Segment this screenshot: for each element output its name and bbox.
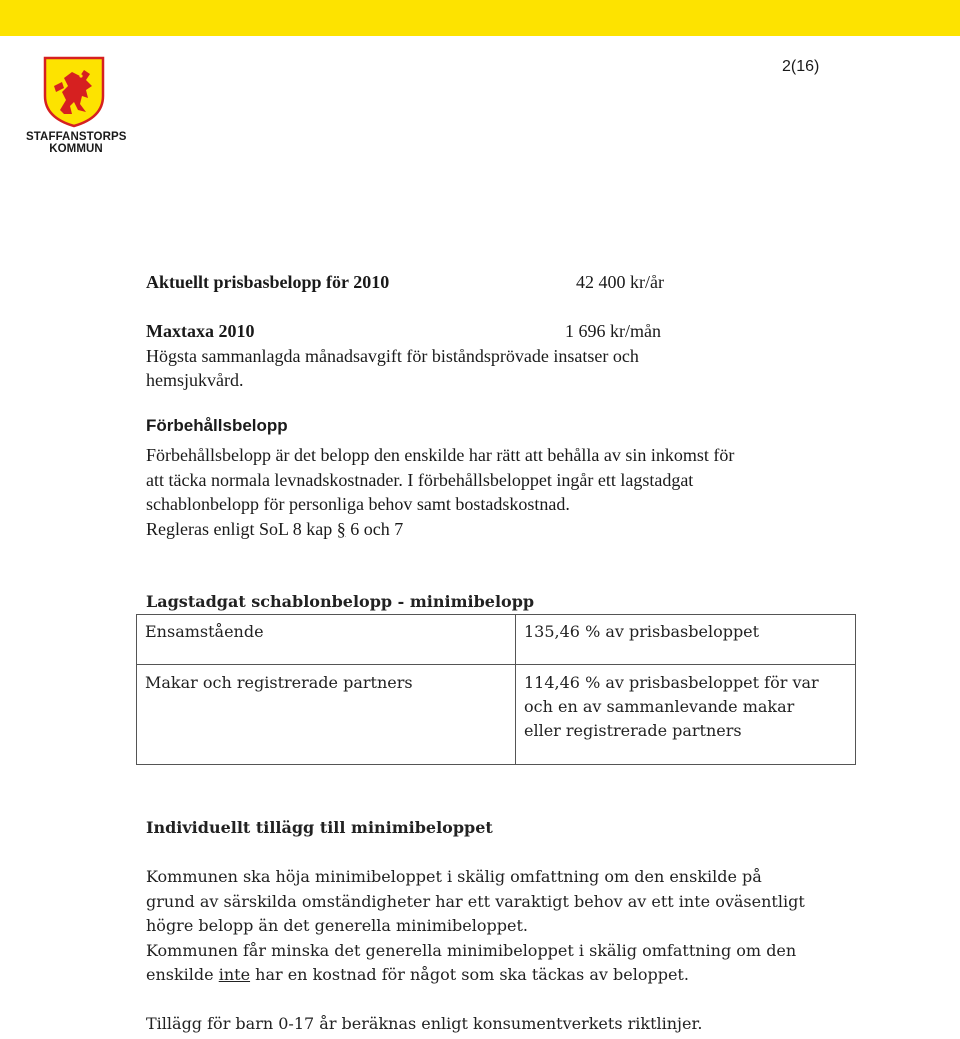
table-cell-label: Makar och registrerade partners — [137, 665, 516, 765]
municipality-logo — [26, 56, 126, 155]
prisbasbelopp-label: Aktuellt prisbasbelopp för 2010 — [146, 272, 390, 292]
forbehall-heading: Förbehållsbelopp — [146, 416, 288, 435]
prisbasbelopp-value: 42 400 kr/år — [576, 272, 664, 292]
maxtaxa-value: 1 696 kr/mån — [565, 321, 661, 341]
tillagg-p2-line2: enskilde inte har en kostnad för något som ska täckas av beloppet. — [146, 965, 689, 984]
logo-text: STAFFANSTORPS KOMMUN — [26, 131, 127, 155]
tillagg-p1-line3: högre belopp än det generella minimibeloppet. — [146, 916, 528, 935]
tillagg-p3: Tillägg för barn 0-17 år beräknas enligt konsumentverkets riktlinjer. — [146, 1014, 703, 1033]
forbehall-line4: Regleras enligt SoL 8 kap § 6 och 7 — [146, 519, 404, 539]
maxtaxa-label: Maxtaxa 2010 — [146, 321, 255, 341]
tillagg-p2-line1: Kommunen får minska det generella minimibeloppet i skälig omfattning om den — [146, 941, 797, 960]
section-sign: § — [336, 519, 346, 539]
table-cell-value: 135,46 % av prisbasbeloppet — [516, 615, 856, 665]
underlined-word: inte — [218, 965, 251, 984]
maxtaxa-desc-line1: Högsta sammanlagda månadsavgift för biståndsprövade insatser och — [146, 346, 639, 366]
forbehall-line2: att täcka normala levnadskostnader. I förbehållsbeloppet ingår ett lagstadgat — [146, 470, 694, 490]
coat-of-arms-icon — [42, 56, 106, 128]
tillagg-heading: Individuellt tillägg till minimibeloppet — [146, 818, 493, 837]
table-row — [137, 665, 856, 765]
table-cell-value: 114,46 % av prisbasbeloppet för var och en av sammanlevande makar eller registrerade partners — [516, 665, 856, 765]
page-number: 2(16) — [782, 58, 820, 75]
minimibelopp-table — [136, 614, 856, 765]
table-cell-label: Ensamstående — [137, 615, 516, 665]
table-row — [137, 615, 856, 665]
tillagg-p1-line2: grund av särskilda omständigheter har ett varaktigt behov av ett inte oväsentligt — [146, 892, 805, 911]
forbehall-line1: Förbehållsbelopp är det belopp den enskilde har rätt att behålla av sin inkomst för — [146, 445, 735, 465]
forbehall-line3: schablonbelopp för personliga behov samt bostadskostnad. — [146, 494, 570, 514]
tillagg-p1-line1: Kommunen ska höja minimibeloppet i skälig omfattning om den enskilde på — [146, 867, 762, 886]
top-color-bar — [0, 0, 960, 36]
minimibelopp-heading: Lagstadgat schablonbelopp - minimibelopp — [146, 592, 535, 611]
maxtaxa-desc-line2: hemsjukvård. — [146, 370, 244, 390]
